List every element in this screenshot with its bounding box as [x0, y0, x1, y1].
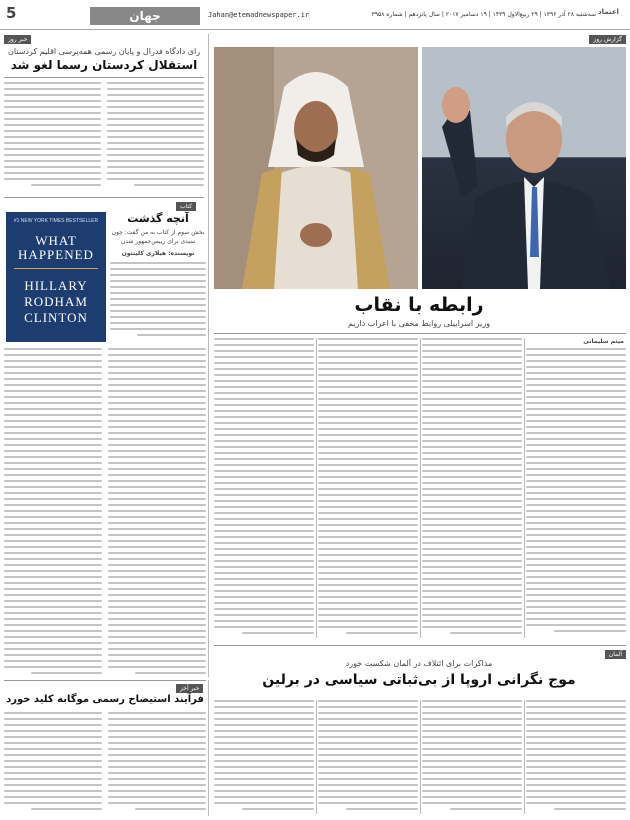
page-number: 5 [6, 4, 17, 22]
book-author: نویسنده: هیلاری کلینتون [121, 250, 195, 257]
column-rule [420, 700, 421, 814]
fiji-kicker: خبر آخر [176, 684, 203, 693]
column-rule [208, 34, 209, 677]
kurdistan-kicker: خبر روز [4, 35, 31, 44]
europe-over-title: مذاکرات برای ائتلاف در آلمان شکست خورد [345, 659, 493, 668]
book-intro [110, 262, 206, 342]
fiji-headline: فرآیند استیضاح رسمی موگابه کلید خورد [6, 694, 204, 705]
kurdistan-body-col2 [4, 82, 101, 192]
fiji-body-col2 [4, 712, 102, 816]
column-rule [524, 338, 525, 638]
europe-body-col3 [318, 700, 418, 814]
main-kicker: گزارش روز [589, 35, 626, 44]
book-kicker: کتاب [176, 202, 196, 211]
section-email: Jahan@etemadnewspaper.ir [208, 11, 310, 19]
column-rule [524, 700, 525, 814]
main-headline: رابطه با نقاب [354, 294, 484, 316]
column-rule [316, 338, 317, 638]
section-title: جهان [90, 7, 200, 25]
book-cover-title: WHAT HAPPENED [18, 233, 94, 262]
book-cover-image [6, 212, 106, 342]
book-cover-author: HILLARY RODHAM CLINTON [24, 278, 88, 325]
book-headline: آنچه گذشت [127, 212, 189, 225]
photo-figure [422, 47, 626, 289]
newspaper-logo: اعتماد [598, 8, 619, 16]
divider [4, 77, 204, 78]
divider [4, 197, 204, 198]
column-rule [208, 680, 209, 816]
main-body-col1 [526, 348, 626, 638]
fiji-body-col1 [108, 712, 206, 816]
main-body-col4 [214, 338, 314, 638]
main-body-col3 [318, 338, 418, 638]
europe-body-col1 [526, 700, 626, 814]
europe-body-col2 [422, 700, 522, 814]
column-rule [420, 338, 421, 638]
photo-figure [214, 47, 418, 289]
europe-headline: موج نگرانی اروپا از بی‌ثباتی سیاسی در برلین [262, 672, 576, 688]
book-body-col2 [4, 348, 102, 676]
divider [214, 645, 626, 646]
europe-kicker: آلمان [605, 650, 626, 659]
kurdistan-body-col1 [107, 82, 204, 192]
dateline: سه‌شنبه ۲۸ آذر ۱۳۹۶ | ۲۹ ربیع‌الاول ۱۴۳۹ | ۱۹ دسامبر ۲۰۱۷ | سال پانزدهم | شماره ۳۹۵۸ [371, 11, 596, 18]
book-cover-blurb: #1 NEW YORK TIMES BESTSELLER [13, 218, 99, 224]
page-header [0, 0, 630, 30]
kurdistan-over-title: رای دادگاه فدرال و پایان رسمی همه‌پرسی اقلیم کردستان [7, 47, 201, 56]
divider [4, 680, 206, 681]
book-body-col1 [108, 348, 206, 676]
column-rule [316, 700, 317, 814]
main-byline: میثم سلیمانی [583, 338, 624, 345]
divider [214, 333, 626, 334]
photo-bin-salman [214, 47, 418, 289]
photo-netanyahu [422, 47, 626, 289]
europe-body-col4 [214, 700, 314, 814]
book-cover-rule [14, 268, 98, 269]
main-subtitle: وزیر اسراییلی روابط مخفی با اعراب داریم [347, 319, 491, 328]
main-body-col2 [422, 338, 522, 638]
kurdistan-headline: استقلال کردستان رسما لغو شد [10, 58, 198, 72]
book-subtitle: بخش سوم از کتاب به من گفت: چون سیدی برای رییس‌جمهور شدن [111, 229, 205, 245]
